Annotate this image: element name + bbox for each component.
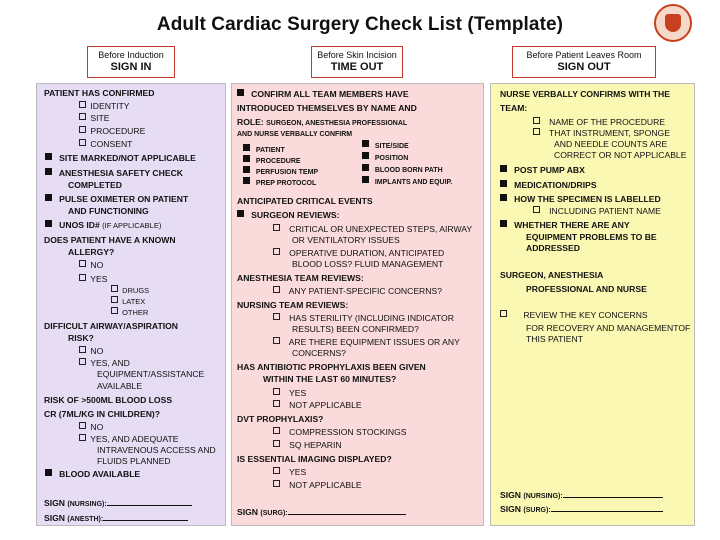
signature-line — [563, 497, 663, 498]
antibiotic-na-item[interactable] — [273, 400, 362, 411]
dvt-heparin-item[interactable] — [273, 440, 342, 451]
verify-blood-path-label: BLOOD BORN PATH — [374, 167, 443, 174]
header-time-out — [311, 46, 403, 78]
medication-item[interactable] — [500, 180, 597, 191]
airway-yes-label: YES, AND — [90, 358, 130, 368]
antibiotic-yes-label: YES — [289, 388, 307, 398]
blood-no-item[interactable] — [79, 422, 103, 433]
anesthesia-check-item[interactable] — [45, 168, 183, 179]
checkbox-icon — [533, 206, 540, 213]
checkbox-icon — [79, 434, 86, 441]
checkbox-icon — [237, 210, 244, 217]
checkbox-icon — [273, 224, 280, 231]
hospital-logo — [654, 4, 692, 42]
sign-out-surg-role: (SURG): — [523, 507, 551, 514]
checkbox-icon — [362, 164, 369, 171]
allergy-drugs-label: DRUGS — [122, 286, 150, 295]
allergy-no-label: NO — [90, 260, 104, 270]
sign-anesth-role: (ANESTH): — [67, 516, 104, 523]
site-marked-item[interactable] — [45, 153, 196, 164]
confirm-team-item[interactable] — [237, 89, 409, 100]
procedure-name-label: NAME OF THE PROCEDURE — [549, 117, 666, 127]
site-marked-label: SITE MARKED/NOT APPLICABLE — [59, 153, 196, 163]
procedure-name-item[interactable] — [533, 117, 665, 128]
nursing-review-2-item[interactable] — [273, 337, 460, 348]
confirm-site-item[interactable] — [79, 113, 110, 124]
airway-no-item[interactable] — [79, 346, 103, 357]
nurse-confirms-heading-2: TEAM: — [500, 103, 528, 113]
confirm-procedure-item[interactable] — [79, 126, 145, 137]
header-sign-in-title: SIGN IN — [110, 61, 152, 73]
confirm-identity-label: IDENTITY — [90, 101, 130, 111]
sign-out-nursing-role: (NURSING): — [523, 493, 563, 500]
verify-implants-item[interactable] — [362, 176, 452, 188]
nurse-confirms-heading: NURSE VERBALLY CONFIRMS WITH THE — [500, 89, 670, 99]
surgeon-anesthesia-heading: SURGEON, ANESTHESIA — [500, 270, 604, 280]
verify-blood-path-item[interactable] — [362, 164, 443, 176]
verify-patient-label: PATIENT — [255, 147, 285, 154]
header-time-out-subtitle: Before Skin Incision — [317, 50, 397, 60]
dvt-question: DVT PROPHYLAXIS? — [237, 414, 324, 424]
sign-surg-role: (SURG): — [260, 510, 288, 517]
sign-surg-label: SIGN — [237, 507, 259, 517]
checkbox-icon — [79, 422, 86, 429]
pulse-oximeter-label-2: AND FUNCTIONING — [68, 206, 149, 216]
sign-nursing-label: SIGN — [44, 498, 66, 508]
counts-label: THAT INSTRUMENT, SPONGE — [549, 128, 670, 138]
allergy-question: DOES PATIENT HAVE A KNOWN — [44, 235, 176, 245]
checkbox-icon — [533, 117, 540, 124]
verify-prep-label: PREP PROTOCOL — [255, 180, 317, 187]
anesthesia-reviews-heading: ANESTHESIA TEAM REVIEWS: — [237, 273, 364, 283]
equipment-label-2: EQUIPMENT PROBLEMS TO BE — [526, 232, 657, 242]
dvt-heparin-label: SQ HEPARIN — [289, 440, 342, 450]
surgeon-reviews-item[interactable] — [237, 210, 340, 221]
checkbox-icon — [243, 177, 250, 184]
blood-yes-label: YES, AND ADEQUATE — [90, 434, 179, 444]
pulse-oximeter-item[interactable] — [45, 194, 188, 205]
checkbox-icon — [111, 285, 118, 292]
allergy-yes-label: YES — [90, 274, 108, 284]
antibiotic-yes-item[interactable] — [273, 388, 306, 399]
verify-site-side-item[interactable] — [362, 140, 409, 152]
blood-loss-question: RISK OF >500ML BLOOD LOSS — [44, 395, 173, 405]
signature-line — [107, 505, 192, 506]
verify-perfusion-label: PERFUSION TEMP — [255, 169, 319, 176]
imaging-na-item[interactable] — [273, 480, 362, 491]
blood-loss-question-2: CR (7ML/KG IN CHILDREN)? — [44, 409, 161, 419]
nursing-reviews-heading: NURSING TEAM REVIEWS: — [237, 300, 349, 310]
dvt-stockings-item[interactable] — [273, 427, 406, 438]
confirm-team-label: CONFIRM ALL TEAM MEMBERS HAVE — [251, 89, 409, 99]
allergy-other-item[interactable] — [111, 307, 148, 318]
checkbox-icon — [243, 144, 250, 151]
checkbox-icon — [273, 480, 280, 487]
unos-label: UNOS ID# — [59, 220, 100, 230]
dvt-stockings-label: COMPRESSION STOCKINGS — [289, 427, 407, 437]
checkbox-icon — [45, 153, 52, 160]
checkbox-icon — [273, 337, 280, 344]
header-sign-in — [87, 46, 175, 78]
role-label: ROLE: — [237, 117, 264, 127]
blood-available-label: BLOOD AVAILABLE — [59, 469, 141, 479]
post-pump-item[interactable] — [500, 165, 585, 176]
allergy-other-label: OTHER — [122, 308, 149, 317]
patient-confirmed-heading: PATIENT HAS CONFIRMED — [44, 88, 155, 98]
review-concerns-label: REVIEW THE KEY CONCERNS — [523, 310, 648, 320]
role-line — [237, 117, 407, 129]
sign-in-column — [36, 83, 226, 526]
header-sign-out-title: SIGN OUT — [557, 61, 611, 73]
blood-yes-item[interactable] — [79, 434, 178, 445]
airway-question: DIFFICULT AIRWAY/ASPIRATION — [44, 321, 178, 331]
confirm-team-label-2: INTRODUCED THEMSELVES BY NAME AND — [237, 103, 417, 113]
sign-anesth-label: SIGN — [44, 513, 66, 523]
critical-events-heading: ANTICIPATED CRITICAL EVENTS — [237, 196, 373, 206]
checkbox-icon — [79, 139, 86, 146]
anesthesia-review-item[interactable] — [273, 286, 442, 297]
nursing-review-1-label: HAS STERILITY (INCLUDING INDICATOR — [289, 313, 454, 323]
blood-available-item[interactable] — [45, 469, 140, 480]
airway-question-2: RISK? — [68, 333, 94, 343]
checkbox-icon — [273, 400, 280, 407]
blood-yes-label-2: INTRAVENOUS ACCESS AND — [97, 445, 216, 455]
airway-yes-label-3: AVAILABLE — [97, 381, 143, 391]
confirm-consent-item[interactable] — [79, 139, 132, 150]
verify-prep-item[interactable] — [243, 177, 316, 189]
medication-label: MEDICATION/DRIPS — [514, 180, 597, 190]
checkbox-icon — [533, 128, 540, 135]
sign-out-column — [490, 83, 695, 526]
surgeon-review-2-label: OPERATIVE DURATION, ANTICIPATED — [289, 248, 445, 258]
checkbox-icon — [362, 152, 369, 159]
checkbox-icon — [79, 274, 86, 281]
checkbox-icon — [273, 286, 280, 293]
imaging-yes-item[interactable] — [273, 467, 306, 478]
pulse-oximeter-label: PULSE OXIMETER ON PATIENT — [59, 194, 189, 204]
confirm-identity-item[interactable] — [79, 101, 130, 112]
antibiotic-na-label: NOT APPLICABLE — [289, 400, 362, 410]
checkbox-icon — [362, 140, 369, 147]
allergy-latex-item[interactable] — [111, 296, 145, 307]
unos-item[interactable] — [45, 220, 161, 231]
anesthesia-check-label: ANESTHESIA SAFETY CHECK — [58, 168, 183, 178]
checkbox-icon — [79, 101, 86, 108]
checkbox-icon — [500, 194, 507, 201]
header-time-out-title: TIME OUT — [330, 61, 384, 73]
checkbox-icon — [273, 388, 280, 395]
imaging-question: IS ESSENTIAL IMAGING DISPLAYED? — [237, 454, 392, 464]
checkbox-icon — [273, 440, 280, 447]
checkbox-icon — [237, 89, 244, 96]
verify-procedure-label: PROCEDURE — [255, 158, 301, 165]
checkbox-icon — [79, 126, 86, 133]
checkbox-icon — [45, 220, 52, 227]
time-out-column — [231, 83, 484, 526]
counts-label-3: CORRECT OR NOT APPLICABLE — [554, 150, 687, 160]
role-text: SURGEON, ANESTHESIA PROFESSIONAL — [266, 120, 408, 127]
allergy-no-item[interactable] — [79, 260, 103, 271]
allergy-drugs-item[interactable] — [111, 285, 149, 296]
checkbox-icon — [79, 346, 86, 353]
sign-anesth-line[interactable] — [44, 513, 188, 525]
specimen-name-item[interactable] — [533, 206, 661, 217]
verify-implants-label: IMPLANTS AND EQUIP. — [374, 179, 453, 186]
review-concerns-item[interactable] — [500, 310, 648, 321]
sign-nursing-line[interactable] — [44, 498, 192, 510]
allergy-latex-label: LATEX — [122, 297, 146, 306]
signature-line — [551, 511, 663, 512]
review-concerns-label-2: FOR RECOVERY AND MANAGEMENTOF — [526, 323, 691, 333]
nursing-review-1-item[interactable] — [273, 313, 454, 324]
allergy-yes-item[interactable] — [79, 274, 107, 285]
checkbox-icon — [362, 176, 369, 183]
signature-line — [288, 514, 406, 515]
surgeon-review-1-label: CRITICAL OR UNEXPECTED STEPS, AIRWAY — [289, 224, 473, 234]
checkbox-icon — [273, 427, 280, 434]
confirm-site-label: SITE — [90, 113, 110, 123]
post-pump-label: POST PUMP ABX — [514, 165, 585, 175]
checkbox-icon — [243, 166, 250, 173]
sign-out-nursing-label: SIGN — [500, 490, 522, 500]
checkbox-icon — [79, 113, 86, 120]
equipment-label-3: ADDRESSED — [526, 243, 580, 253]
checkbox-icon — [500, 165, 507, 172]
specimen-item[interactable] — [500, 194, 661, 205]
specimen-name-label: INCLUDING PATIENT NAME — [549, 206, 661, 216]
checkbox-icon — [500, 180, 507, 187]
checkbox-icon — [500, 220, 507, 227]
checkbox-icon — [500, 310, 507, 317]
nursing-review-2-label: ARE THERE EQUIPMENT ISSUES OR ANY — [288, 337, 460, 347]
imaging-na-label: NOT APPLICABLE — [289, 480, 362, 490]
checkbox-icon — [79, 260, 86, 267]
confirm-procedure-label: PROCEDURE — [90, 126, 146, 136]
surgeon-review-1-item[interactable] — [273, 224, 472, 235]
verify-position-label: POSITION — [374, 155, 409, 162]
counts-label-2: AND NEEDLE COUNTS ARE — [554, 139, 668, 149]
checkbox-icon — [273, 313, 280, 320]
airway-yes-item[interactable] — [79, 358, 130, 369]
sign-nursing-role: (NURSING): — [67, 501, 107, 508]
surgeon-anesthesia-heading-2: PROFESSIONAL AND NURSE — [526, 284, 647, 294]
surgeon-review-2-label-2: BLOOD LOSS? FLUID MANAGEMENT — [292, 259, 444, 269]
anesthesia-review-label: ANY PATIENT-SPECIFIC CONCERNS? — [288, 286, 442, 296]
blood-yes-label-3: FLUIDS PLANNED — [97, 456, 171, 466]
equipment-item[interactable] — [500, 220, 630, 231]
surgeon-review-1-label-2: OR VENTILATORY ISSUES — [292, 235, 400, 245]
confirm-consent-label: CONSENT — [90, 139, 133, 149]
checkbox-icon — [273, 248, 280, 255]
verify-site-side-label: SITE/SIDE — [374, 143, 409, 150]
checkbox-icon — [45, 168, 52, 175]
header-sign-out — [512, 46, 656, 78]
equipment-label: WHETHER THERE ARE ANY — [514, 220, 630, 230]
nursing-review-1-label-2: RESULTS) BEEN CONFIRMED? — [292, 324, 419, 334]
checkbox-icon — [45, 469, 52, 476]
header-sign-in-subtitle: Before Induction — [98, 50, 164, 60]
checkbox-icon — [45, 194, 52, 201]
header-sign-out-subtitle: Before Patient Leaves Room — [526, 50, 642, 60]
antibiotic-question-2: WITHIN THE LAST 60 MINUTES? — [263, 374, 397, 384]
review-concerns-label-3: THIS PATIENT — [526, 334, 583, 344]
checkbox-icon — [243, 155, 250, 162]
verify-position-item[interactable] — [362, 152, 408, 164]
checkbox-icon — [111, 296, 118, 303]
unos-note: (IF APPLICABLE) — [102, 221, 162, 230]
sign-out-surg-line[interactable] — [500, 504, 663, 516]
page-title: Adult Cardiac Surgery Check List (Template) — [156, 14, 564, 35]
checkbox-icon — [111, 307, 118, 314]
sign-surg-line[interactable] — [237, 507, 406, 519]
signature-line — [103, 520, 188, 521]
checkbox-icon — [273, 467, 280, 474]
imaging-yes-label: YES — [289, 467, 307, 477]
specimen-label: HOW THE SPECIMEN IS LABELLED — [514, 194, 661, 204]
counts-item[interactable] — [533, 128, 670, 139]
checkbox-icon — [79, 358, 86, 365]
sign-out-nursing-line[interactable] — [500, 490, 663, 502]
airway-yes-label-2: EQUIPMENT/ASSISTANCE — [97, 369, 205, 379]
surgeon-reviews-label: SURGEON REVIEWS: — [251, 210, 340, 220]
surgeon-review-2-item[interactable] — [273, 248, 444, 259]
blood-no-label: NO — [90, 422, 104, 432]
anesthesia-check-label-2: COMPLETED — [68, 180, 122, 190]
nursing-review-2-label-2: CONCERNS? — [292, 348, 346, 358]
role-text-2: AND NURSE VERBALLY CONFIRM — [237, 131, 353, 138]
antibiotic-question: HAS ANTIBIOTIC PROPHYLAXIS BEEN GIVEN — [237, 362, 426, 372]
airway-no-label: NO — [90, 346, 104, 356]
allergy-question-2: ALLERGY? — [68, 247, 115, 257]
sign-out-surg-label: SIGN — [500, 504, 522, 514]
